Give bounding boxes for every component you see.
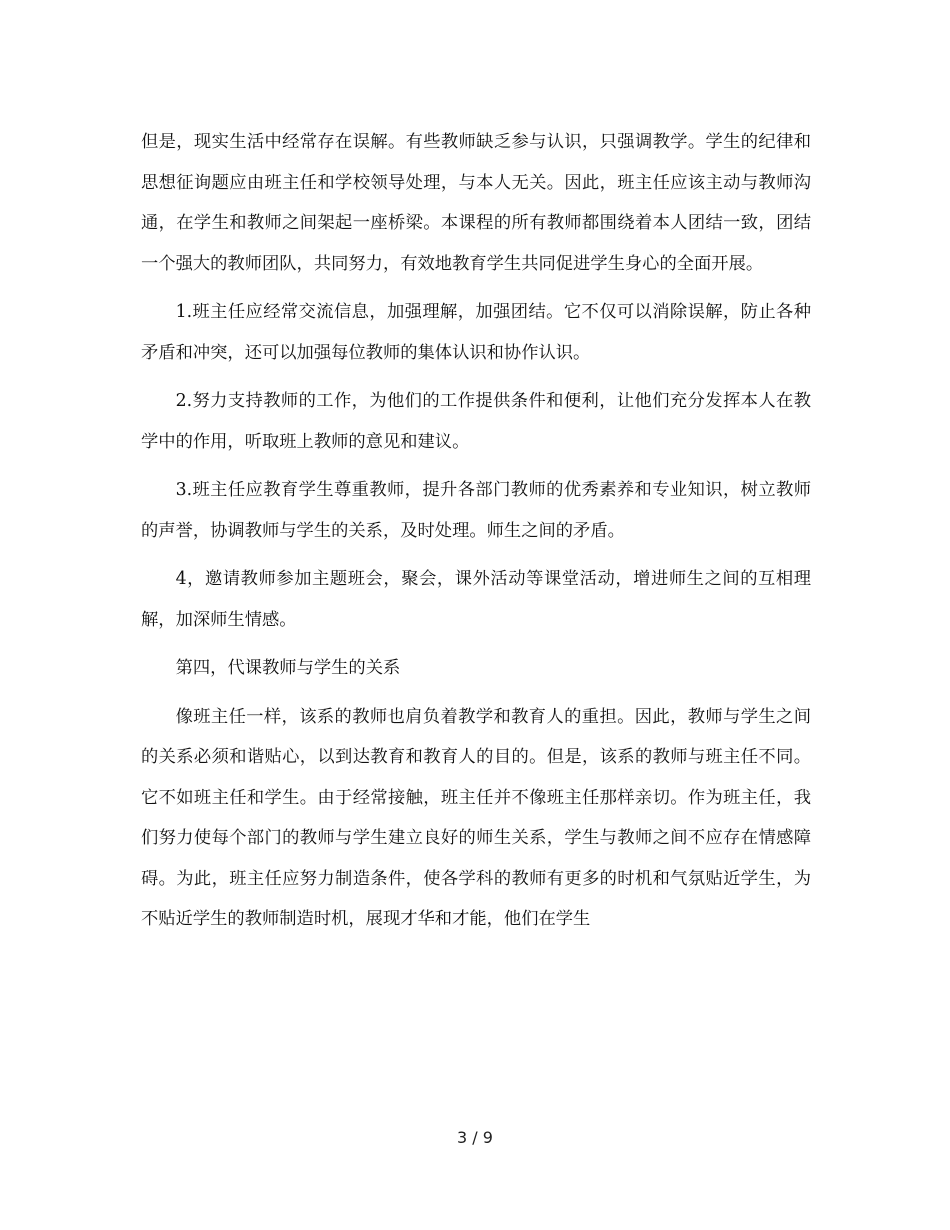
paragraph-item-1: 1.班主任应经常交流信息，加强理解，加强团结。它不仅可以消除误解，防止各种矛盾和冲突，还可以加强每位教师的集体认识和协作认识。 — [141, 302, 811, 363]
page-body — [141, 122, 811, 948]
paragraph-item-3: 3.班主任应教育学生尊重教师，提升各部门教师的优秀素养和专业知识，树立教师的声誉，协调教师与学生的关系，及时处理。师生之间的矛盾。 — [141, 480, 811, 541]
paragraph-item-4: 4，邀请教师参加主题班会，聚会，课外活动等课堂活动，增进师生之间的互相理解，加深师生情感。 — [141, 569, 811, 630]
page-number: 3 / 9 — [457, 1128, 493, 1147]
paragraph-item-2: 2.努力支持教师的工作，为他们的工作提供条件和便利，让他们充分发挥本人在教学中的作用，听取班上教师的意见和建议。 — [141, 391, 811, 452]
paragraph-section-body: 像班主任一样，该系的教师也肩负着教学和教育人的重担。因此，教师与学生之间的关系必须和谐贴心，以到达教育和教育人的目的。但是，该系的教师与班主任不同。它不如班主任和学生。由于经常接触，班主任并不像班主任那样亲切。作为班主任，我们努力使每个部门的教师与学生建立良好的师生关系，学生与教师之间不应存在情感障碍。为此，班主任应努力制造条件，使各学科的教师有更多的时机和气氛贴近学生，为不贴近学生的教师制造时机，展现才华和才能，他们在学生 — [141, 706, 811, 929]
section-heading: 第四，代课教师与学生的关系 — [175, 658, 401, 678]
paragraph-intro: 但是，现实生活中经常存在误解。有些教师缺乏参与认识，只强调教学。学生的纪律和思想征询题应由班主任和学校领导处理，与本人无关。因此，班主任应该主动与教师沟通，在学生和教师之间架起一座桥梁。本课程的所有教师都围绕着本人团结一致，团结一个强大的教师团队，共同努力，有效地教育学生共同促进学生身心的全面开展。 — [141, 132, 811, 274]
